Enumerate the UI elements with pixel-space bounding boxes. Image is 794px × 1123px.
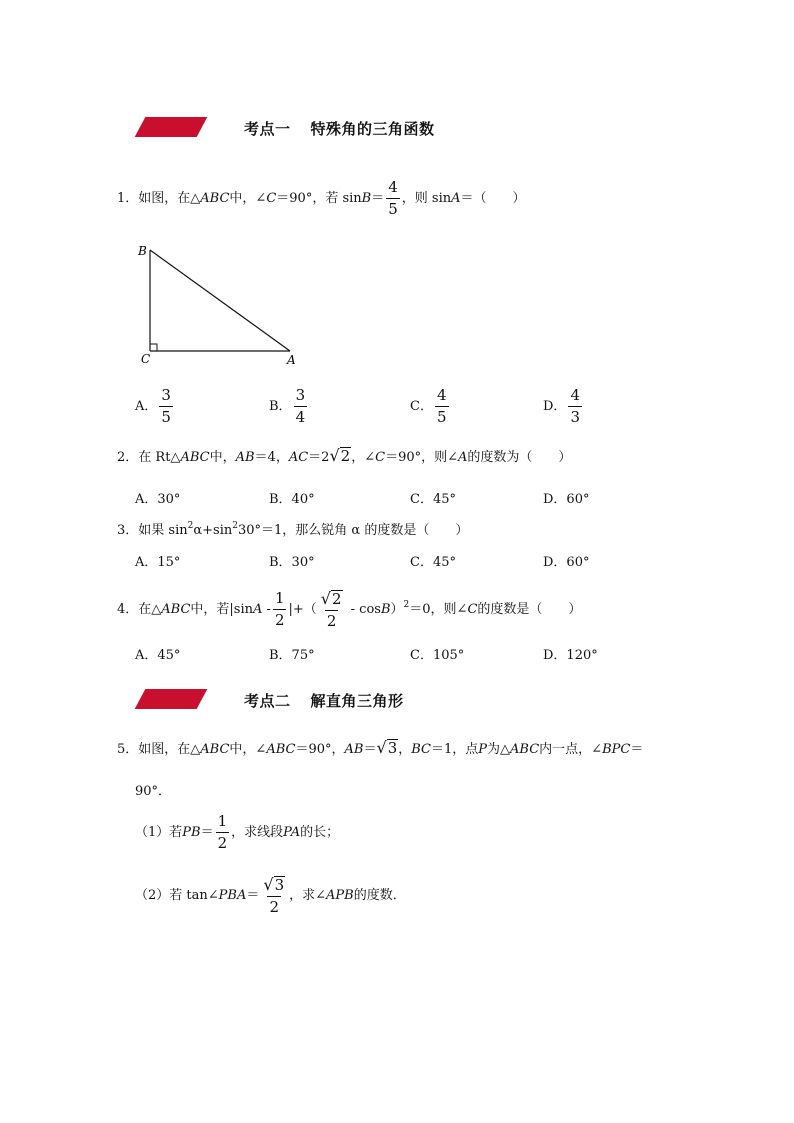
text: ＝90°，若 sin	[276, 191, 362, 206]
denominator: 2	[217, 834, 228, 852]
numerator: 4	[436, 386, 447, 404]
sqrt	[376, 739, 398, 757]
q1-option-d[interactable]	[543, 386, 584, 428]
section-2-title: 考点二	[244, 692, 291, 710]
text: ＝	[200, 825, 214, 840]
var: AC	[288, 450, 309, 465]
radicand: 3	[274, 875, 285, 894]
text: ，	[398, 742, 412, 757]
option-letter: A．	[135, 399, 158, 414]
right-angle-mark	[150, 344, 157, 351]
q4-option-c[interactable]: C．105°	[410, 648, 465, 663]
text: ＝90°，则∠	[385, 450, 458, 465]
var: PBA	[218, 888, 247, 903]
numerator	[261, 876, 287, 897]
text: 在 Rt△	[138, 450, 181, 465]
sqrt	[263, 876, 285, 894]
part-label: （1）若	[135, 825, 183, 840]
var: A	[253, 602, 263, 617]
var: A	[458, 450, 468, 465]
fraction	[319, 590, 345, 630]
superscript: 2	[187, 521, 194, 531]
denominator: 5	[161, 408, 171, 426]
q4-option-b[interactable]: B．75°	[269, 648, 315, 663]
question-5-part-1	[135, 812, 339, 854]
text: ＝1，点	[431, 742, 479, 757]
var: AB	[344, 742, 364, 757]
text: ＝	[363, 742, 377, 757]
text: ）	[390, 602, 404, 617]
var: APB	[326, 888, 354, 903]
fraction	[159, 388, 173, 425]
fraction	[386, 180, 400, 217]
section-band-2	[135, 689, 208, 709]
text: 的度数为（ ）	[467, 450, 572, 465]
text: ，∠	[351, 450, 376, 465]
triangle-figure	[130, 240, 310, 370]
q3-option-d[interactable]: D．60°	[543, 555, 590, 570]
fraction	[273, 591, 287, 628]
fraction	[435, 388, 449, 425]
var: ABC	[200, 742, 230, 757]
text: 中，若|sin	[190, 602, 254, 617]
q3-option-c[interactable]: C．45°	[410, 555, 456, 570]
text: -	[262, 602, 271, 617]
var: ABC	[510, 742, 540, 757]
section-1-title: 考点一	[244, 120, 291, 138]
numerator: 3	[161, 386, 171, 404]
question-4	[117, 584, 581, 631]
vertex-label-b: B	[138, 244, 147, 258]
q2-option-b[interactable]: B．40°	[269, 492, 315, 507]
q2-option-d[interactable]: D．60°	[543, 492, 590, 507]
q1-option-b[interactable]	[269, 386, 309, 428]
question-number: 5．	[117, 742, 139, 757]
q2-option-a[interactable]: A．30°	[135, 492, 181, 507]
side-ab	[150, 250, 290, 351]
text: α+sin	[193, 523, 233, 538]
radical-sign: √	[329, 446, 340, 465]
var: A	[451, 191, 461, 206]
text: ＝4，	[254, 450, 289, 465]
sqrt	[321, 590, 343, 608]
text: ＝0，则∠	[409, 602, 468, 617]
radicand: 2	[340, 446, 351, 465]
question-5-line-2: 90°．	[135, 784, 172, 799]
var: C	[467, 602, 478, 617]
option-letter: C．	[410, 399, 433, 414]
sqrt	[329, 447, 351, 465]
text: ＝	[371, 191, 385, 206]
text: - cos	[346, 602, 381, 617]
text: ，求线段	[231, 825, 284, 840]
denominator: 3	[570, 408, 580, 426]
radical-sign: √	[263, 875, 274, 895]
text: |+（	[288, 602, 317, 617]
numerator: 1	[274, 589, 285, 607]
question-5	[117, 737, 643, 763]
q3-option-b[interactable]: B．30°	[269, 555, 315, 570]
text: 中，	[209, 450, 236, 465]
question-number: 1．	[117, 191, 139, 206]
numerator: 3	[295, 386, 306, 404]
q4-option-a[interactable]: A．45°	[135, 648, 181, 663]
part-label: （2）若 tan∠	[135, 888, 219, 903]
text: 的长；	[300, 825, 340, 840]
text: 的度数．	[353, 888, 406, 903]
question-5-part-2	[135, 874, 406, 918]
var: ABC	[161, 602, 191, 617]
option-letter: B．	[269, 399, 292, 414]
option-letter: D．	[543, 399, 567, 414]
section-2-subtitle: 解直角三角形	[310, 692, 404, 710]
denominator: 4	[295, 408, 306, 426]
numerator: 1	[217, 812, 228, 830]
var: ABC	[180, 450, 210, 465]
denominator: 5	[436, 408, 447, 426]
text: 中，∠	[229, 191, 267, 206]
var: B	[380, 602, 391, 617]
text: 30°＝1，那么锐角 α 的度数是（ ）	[237, 523, 469, 538]
var: B	[361, 191, 372, 206]
denominator: 5	[388, 200, 398, 218]
radical-sign: √	[320, 589, 331, 609]
question-2	[117, 446, 571, 470]
q1-option-c[interactable]	[410, 386, 451, 428]
text: ＝（ ）	[460, 191, 526, 206]
numerator: 4	[570, 386, 580, 404]
q1-option-a[interactable]	[135, 386, 175, 428]
q2-option-c[interactable]: C．45°	[410, 492, 456, 507]
section-header-2	[244, 690, 404, 711]
denominator: 2	[326, 612, 337, 631]
var: P	[478, 742, 488, 757]
text: ，则 sin	[401, 191, 452, 206]
text: 中，∠	[229, 742, 267, 757]
var: BC	[411, 742, 431, 757]
var: AB	[235, 450, 255, 465]
numerator: 4	[388, 178, 398, 196]
text: 为△	[487, 742, 511, 757]
radicand: 2	[331, 589, 342, 608]
text: 如图，在△	[138, 191, 201, 206]
text: ，求∠	[289, 888, 327, 903]
text: 如果 sin	[138, 523, 188, 538]
var: PB	[182, 825, 201, 840]
text: ＝2	[308, 450, 330, 465]
section-band-1	[135, 117, 208, 137]
fraction	[216, 814, 230, 851]
text: ＝	[246, 888, 260, 903]
text: ＝	[630, 742, 644, 757]
q4-option-d[interactable]: D．120°	[543, 648, 598, 663]
question-number: 4．	[117, 602, 139, 617]
vertex-label-c: C	[141, 352, 151, 366]
text: 如图，在△	[138, 742, 201, 757]
denominator: 2	[274, 611, 285, 629]
text: ＝90°，	[295, 742, 345, 757]
fraction	[568, 388, 582, 425]
var: BPC	[602, 742, 631, 757]
q3-option-a[interactable]: A．15°	[135, 555, 181, 570]
superscript: 2	[232, 521, 238, 531]
var: PA	[283, 825, 301, 840]
text: 内一点，∠	[539, 742, 603, 757]
question-number: 2．	[117, 450, 139, 465]
var: ABC	[200, 191, 230, 206]
var: ABC	[266, 742, 296, 757]
var: C	[266, 191, 277, 206]
section-header-1	[244, 118, 435, 139]
denominator: 2	[269, 898, 280, 917]
text: 在△	[138, 602, 162, 617]
fraction	[261, 876, 287, 916]
question-1	[117, 178, 526, 220]
question-number: 3．	[117, 523, 139, 538]
radical-sign: √	[376, 738, 387, 757]
text: 的度数是（ ）	[477, 602, 582, 617]
var: C	[375, 450, 386, 465]
numerator	[319, 590, 345, 611]
radicand: 3	[387, 738, 398, 757]
vertex-label-a: A	[287, 353, 296, 367]
superscript: 2	[403, 600, 410, 610]
fraction	[294, 388, 308, 425]
question-3	[117, 519, 468, 538]
section-1-subtitle: 特殊角的三角函数	[310, 120, 435, 138]
